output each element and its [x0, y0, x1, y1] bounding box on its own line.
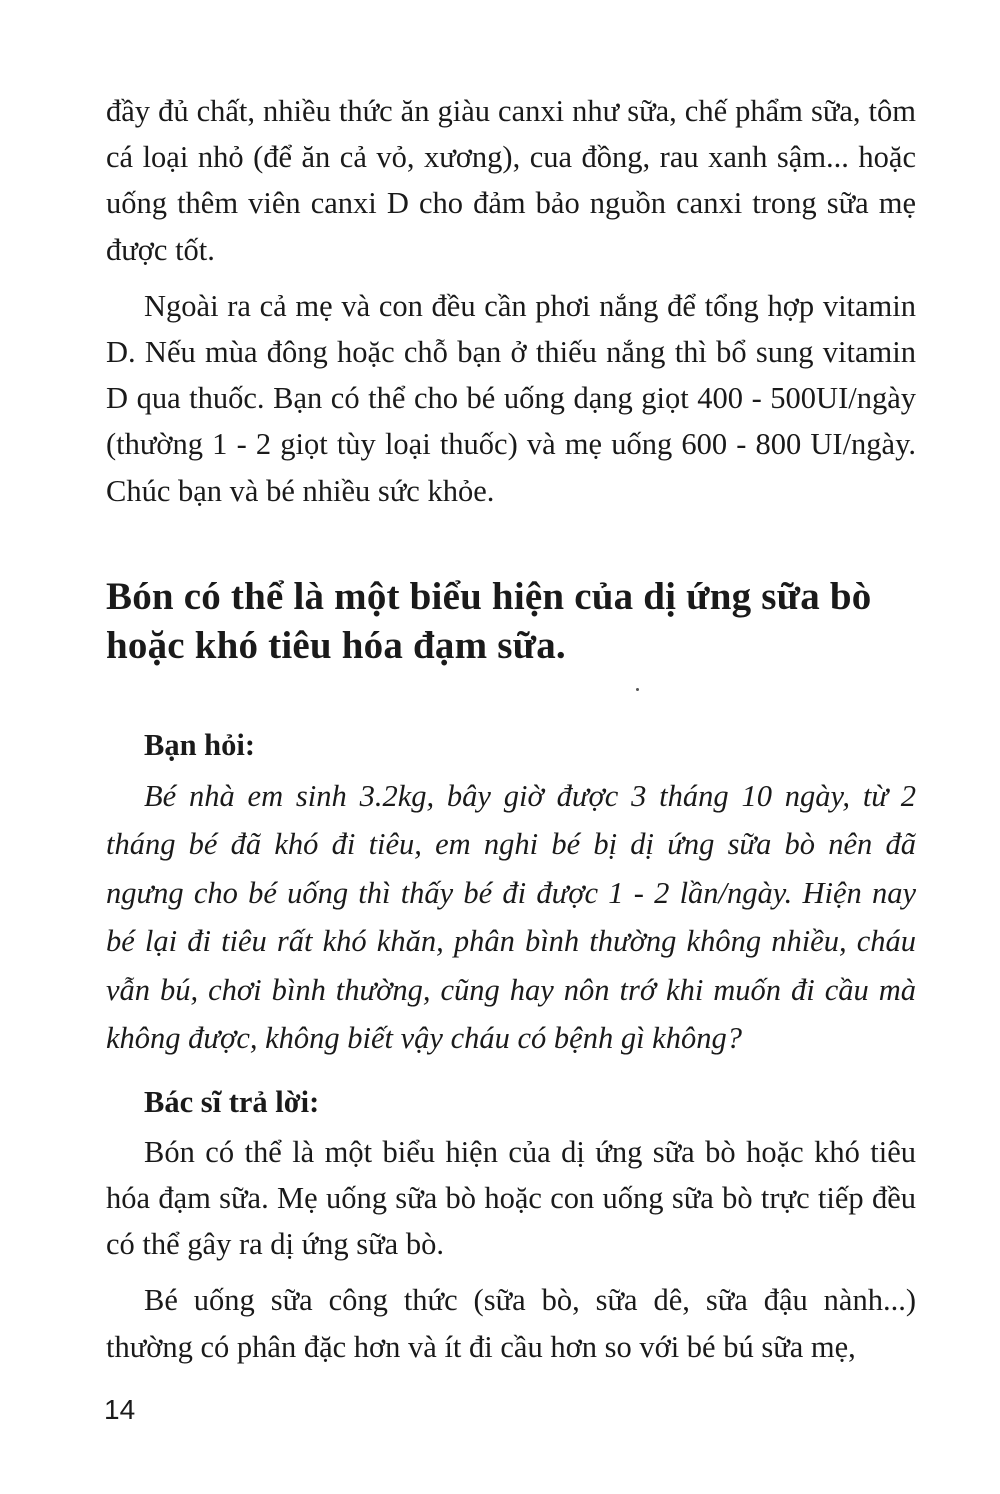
section-title: Bón có thể là một biểu hiện của dị ứng sữa bò hoặc khó tiêu hóa đạm sữa.: [106, 574, 872, 667]
question-text: Bé nhà em sinh 3.2kg, bây giờ được 3 tháng 10 ngày, từ 2 tháng bé đã khó đi tiêu, em nghi bé bị dị ứng sữa bò nên đã ngưng cho bé uống thì thấy bé đi được 1 - 2 lần/ngày. Hiện nay bé lại đi tiêu rất khó khăn, phân bình thường không nhiều, cháu vẫn bú, chơi bình thường, cũng hay nôn trớ khi muốn đi cầu mà không được, không biết vậy cháu có bệnh gì không?: [106, 778, 916, 1056]
print-speck: [636, 688, 639, 691]
question-label: Bạn hỏi:: [144, 727, 256, 762]
answer-paragraph-1: Bón có thể là một biểu hiện của dị ứng sữa bò hoặc khó tiêu hóa đạm sữa. Mẹ uống sữa bò hoặc con uống sữa bò trực tiếp đều có thể gây ra dị ứng sữa bò.: [106, 1134, 916, 1262]
page-number: 14: [104, 1394, 136, 1425]
intro-paragraph-vitamin-d: Ngoài ra cả mẹ và con đều cần phơi nắng để tổng hợp vitamin D. Nếu mùa đông hoặc chỗ bạn ở thiếu nắng thì bổ sung vitamin D qua thuốc. Bạn có thể cho bé uống dạng giọt 400 - 500UI/ngày (thường 1 - 2 giọt tùy loại thuốc) và mẹ uống 600 - 800 UI/ngày. Chúc bạn và bé nhiều sức khỏe.: [106, 288, 916, 508]
answer-paragraph-2: Bé uống sữa công thức (sữa bò, sữa dê, sữa đậu nành...) thường có phân đặc hơn và ít đi cầu hơn so với bé bú sữa mẹ,: [106, 1283, 916, 1364]
answer-label: Bác sĩ trả lời:: [144, 1084, 320, 1119]
book-page: [106, 88, 916, 1370]
intro-paragraph-continued: đầy đủ chất, nhiều thức ăn giàu canxi như sữa, chế phẩm sữa, tôm cá loại nhỏ (để ăn cả vỏ, xương), cua đồng, rau xanh sậm... hoặc uống thêm viên canxi D cho đảm bảo nguồn canxi trong sữa mẹ được tốt.: [106, 94, 916, 267]
